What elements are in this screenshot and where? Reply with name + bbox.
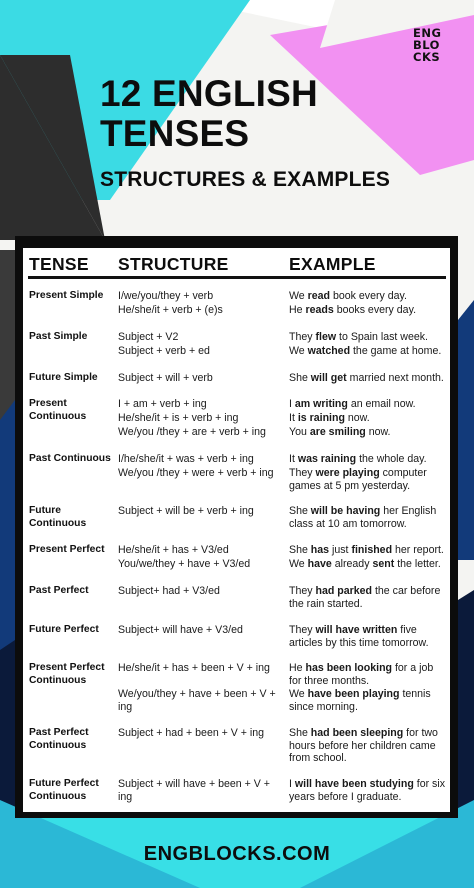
example-sentence xyxy=(289,688,447,713)
verb-highlight: has been looking xyxy=(305,662,393,674)
sentence-text: now. xyxy=(365,426,391,438)
tense-name: Past Simple xyxy=(29,331,88,342)
column-header-tense: TENSE xyxy=(29,254,89,274)
example-sentence xyxy=(289,727,447,765)
structure-formula: I/we/you/they + verb xyxy=(118,290,214,302)
sentence-text: already xyxy=(331,558,373,570)
sentence-text: We xyxy=(289,345,308,357)
example-sentence xyxy=(289,662,447,687)
verb-highlight: are smiling xyxy=(309,426,366,438)
tense-name: Past Perfect Continuous xyxy=(29,727,89,751)
structure-formula: Subject + will have + been + V + ing xyxy=(118,778,270,803)
sentence-text: the letter. xyxy=(394,558,441,570)
sentence-text: It xyxy=(289,412,298,424)
verb-highlight: will be having xyxy=(310,505,381,517)
structure-formula: Subject + had + been + V + ing xyxy=(118,727,265,739)
sentence-text: the car before the rain started. xyxy=(289,585,441,610)
example-sentence xyxy=(289,372,447,385)
tense-name: Present Perfect Continuous xyxy=(29,662,105,686)
structure-formula: Subject+ had + V3/ed xyxy=(118,585,220,597)
sentence-text: book every day. xyxy=(330,290,407,302)
sentence-text: They xyxy=(289,331,316,343)
verb-highlight: will have written xyxy=(315,624,398,636)
tense-name: Present Continuous xyxy=(29,398,87,422)
example-sentence xyxy=(289,398,447,411)
sentence-text: the whole day. xyxy=(356,453,427,465)
verb-highlight: am writing xyxy=(294,398,348,410)
example-sentence xyxy=(289,345,447,358)
sentence-text: an email now. xyxy=(347,398,416,410)
logo-line: BLO xyxy=(413,38,440,52)
sentence-text: He xyxy=(289,304,306,316)
verb-highlight: sent xyxy=(372,558,395,570)
structure-formula: Subject+ will have + V3/ed xyxy=(118,624,243,636)
example-sentence xyxy=(289,453,447,466)
structure-formula: I + am + verb + ing xyxy=(118,398,207,410)
tense-name: Future Perfect xyxy=(29,624,99,635)
page-subtitle: STRUCTURES & EXAMPLES xyxy=(100,168,391,191)
sentence-text: She xyxy=(289,505,311,517)
verb-highlight: is raining xyxy=(297,412,345,424)
sentence-text: We xyxy=(289,558,308,570)
verb-highlight: read xyxy=(307,290,331,302)
sentence-text: They xyxy=(289,624,316,636)
tense-name: Future Perfect Continuous xyxy=(29,778,99,802)
verb-highlight: finished xyxy=(351,544,393,556)
sentence-text: for six years before I graduate. xyxy=(289,778,446,803)
sentence-text: We xyxy=(289,290,308,302)
sentence-text: her report. xyxy=(392,544,444,556)
structure-formula: Subject + will + verb xyxy=(118,372,213,384)
structure-formula: We/you/they + have + been + V + ing xyxy=(118,688,276,713)
example-sentence xyxy=(289,412,447,425)
example-sentence xyxy=(289,544,447,557)
sentence-text: the game at home. xyxy=(350,345,442,357)
sentence-text: just xyxy=(329,544,352,556)
sentence-text: He xyxy=(289,662,306,674)
verb-highlight: had parked xyxy=(315,585,373,597)
sentence-text: for two hours before her children came from school. xyxy=(289,727,438,765)
verb-highlight: will have been studying xyxy=(294,778,414,790)
sentence-text: It xyxy=(289,453,298,465)
header-rule xyxy=(28,276,446,279)
structure-formula: He/she/it + is + verb + ing xyxy=(118,412,239,424)
sentence-text: her English class at 10 am tomorrow. xyxy=(289,505,437,530)
structure-formula: Subject + will be + verb + ing xyxy=(118,505,254,517)
sentence-text: They xyxy=(289,585,316,597)
verb-highlight: was raining xyxy=(297,453,357,465)
tense-name: Past Continuous xyxy=(29,453,111,464)
sentence-text: We xyxy=(289,688,308,700)
structure-formula: He/she/it + has + V3/ed xyxy=(118,544,229,556)
example-sentence xyxy=(289,304,447,317)
sentence-text: She xyxy=(289,372,311,384)
verb-highlight: will get xyxy=(310,372,347,384)
logo-line: CKS xyxy=(413,50,441,64)
sentence-text: books every day. xyxy=(333,304,417,316)
verb-highlight: have been playing xyxy=(307,688,400,700)
example-sentence xyxy=(289,624,447,649)
tense-name: Past Perfect xyxy=(29,585,89,596)
sentence-text: computer games at 5 pm yesterday. xyxy=(289,467,427,492)
sentence-text: They xyxy=(289,467,316,479)
verb-highlight: watched xyxy=(307,345,351,357)
title-line: TENSES xyxy=(100,113,250,154)
structure-formula: We/you /they + are + verb + ing xyxy=(118,426,266,438)
example-sentence xyxy=(289,585,447,610)
page-title xyxy=(100,74,318,154)
column-header-example: EXAMPLE xyxy=(289,254,376,274)
verb-highlight: have xyxy=(307,558,332,570)
sentence-text: for a job for three months. xyxy=(289,662,434,687)
sentence-text: You xyxy=(289,426,310,438)
example-sentence xyxy=(289,331,447,344)
structure-formula: Subject + verb + ed xyxy=(118,345,210,357)
sentence-text: to Spain last week. xyxy=(336,331,428,343)
verb-highlight: reads xyxy=(305,304,334,316)
sentence-text: now. xyxy=(344,412,370,424)
example-sentence xyxy=(289,505,447,530)
example-sentence xyxy=(289,290,447,303)
example-sentence xyxy=(289,426,447,439)
sentence-text: She xyxy=(289,544,311,556)
structure-formula: We/you /they + were + verb + ing xyxy=(118,467,274,479)
verb-highlight: were playing xyxy=(315,467,380,479)
footer-url[interactable]: ENGBLOCKS.COM xyxy=(143,843,331,865)
example-sentence xyxy=(289,558,447,571)
sentence-text: married next month. xyxy=(346,372,444,384)
tense-name: Future Simple xyxy=(29,372,98,383)
verb-highlight: has xyxy=(310,544,330,556)
structure-formula: You/we/they + have + V3/ed xyxy=(118,558,251,570)
structure-formula: Subject + V2 xyxy=(118,331,179,343)
logo-line: ENG xyxy=(413,26,442,40)
column-header-structure: STRUCTURE xyxy=(118,254,229,274)
sentence-text: She xyxy=(289,727,311,739)
structure-formula: I/he/she/it + was + verb + ing xyxy=(118,453,254,465)
title-line: 12 ENGLISH xyxy=(100,73,318,114)
tense-name: Present Perfect xyxy=(29,544,105,555)
sentence-text: I xyxy=(289,778,295,790)
sentence-text: I xyxy=(289,398,295,410)
structure-formula: He/she/it + has + been + V + ing xyxy=(118,662,270,674)
structure-formula: He/she/it + verb + (e)s xyxy=(118,304,223,316)
example-sentence xyxy=(289,467,447,492)
verb-highlight: flew xyxy=(315,331,337,343)
brand-logo xyxy=(413,27,451,63)
example-sentence xyxy=(289,778,447,803)
tense-name: Present Simple xyxy=(29,290,104,301)
sentence-text: five articles by this time tomorrow. xyxy=(289,624,429,649)
sentence-text: tennis since morning. xyxy=(289,688,431,713)
tense-name: Future Continuous xyxy=(29,505,87,529)
verb-highlight: had been sleeping xyxy=(310,727,404,739)
